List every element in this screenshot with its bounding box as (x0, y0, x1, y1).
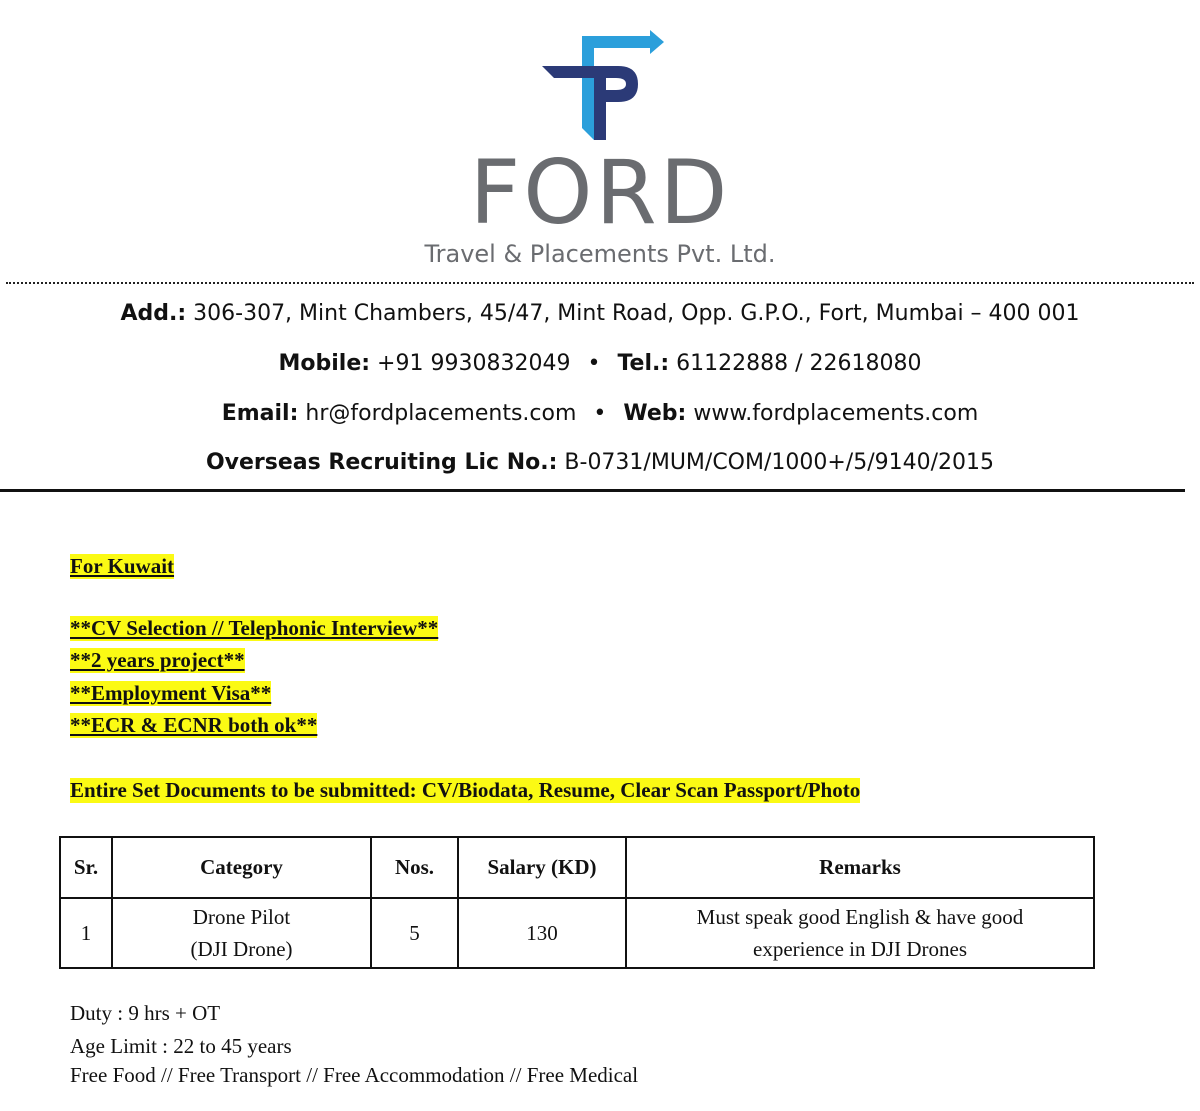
brand-name: FORD (469, 141, 731, 244)
tel-value: 61122888 / 22618080 (676, 351, 922, 376)
column-header-sr: Sr. (60, 837, 112, 898)
cell-nos: 5 (371, 898, 458, 968)
column-header-remarks: Remarks (626, 837, 1094, 898)
documents-note: Entire Set Documents to be submitted: CV/Biodata, Resume, Clear Scan Passport/Photo (70, 778, 861, 802)
email-label: Email: (221, 401, 299, 426)
cell-remarks (626, 898, 1094, 968)
column-header-salary: Salary (KD) (458, 837, 626, 898)
remarks-line: experience in DJI Drones (753, 937, 967, 961)
license-value: B-0731/MUM/COM/1000+/5/9140/2015 (564, 450, 995, 475)
cell-sr: 1 (60, 898, 112, 968)
vacancy-table (59, 836, 1095, 969)
dotted-divider (6, 282, 1194, 284)
bullet-separator: • (593, 401, 607, 426)
duty-hours: Duty : 9 hrs + OT (70, 1001, 221, 1025)
web-value[interactable]: www.fordplacements.com (693, 401, 979, 426)
table-header-row (60, 837, 1094, 898)
header-divider (0, 489, 1185, 492)
company-tagline: Travel & Placements Pvt. Ltd. (424, 240, 776, 268)
mobile-value: +91 9930832049 (377, 351, 571, 376)
highlight-item: **2 years project** (70, 648, 245, 672)
table-row (60, 898, 1094, 968)
category-line: (DJI Drone) (190, 937, 293, 961)
mobile-label: Mobile: (278, 351, 371, 376)
highlight-item: **Employment Visa** (70, 681, 272, 705)
age-limit: Age Limit : 22 to 45 years (70, 1034, 292, 1058)
column-header-category: Category (112, 837, 371, 898)
tel-label: Tel.: (617, 351, 670, 376)
ford-logo-icon (540, 28, 665, 140)
highlight-item: **CV Selection // Telephonic Interview** (70, 616, 439, 640)
address-value: 306-307, Mint Chambers, 45/47, Mint Road, Opp. G.P.O., Fort, Mumbai – 400 001 (193, 301, 1080, 326)
web-label: Web: (623, 401, 687, 426)
category-line: Drone Pilot (192, 905, 291, 929)
license-line (0, 450, 1200, 475)
license-label: Overseas Recruiting Lic No.: (205, 450, 558, 475)
cell-salary: 130 (458, 898, 626, 968)
country-heading: For Kuwait (70, 554, 175, 578)
phone-line (0, 351, 1200, 376)
highlight-item: **ECR & ECNR both ok** (70, 713, 318, 737)
bullet-separator: • (587, 351, 601, 376)
remarks-line: Must speak good English & have good (696, 905, 1024, 929)
email-web-line (0, 401, 1200, 426)
address-label: Add.: (120, 301, 187, 326)
benefits-line: Free Food // Free Transport // Free Accommodation // Free Medical (70, 1063, 639, 1087)
address-line (0, 301, 1200, 326)
cell-category (112, 898, 371, 968)
email-value[interactable]: hr@fordplacements.com (305, 401, 577, 426)
column-header-nos: Nos. (371, 837, 458, 898)
